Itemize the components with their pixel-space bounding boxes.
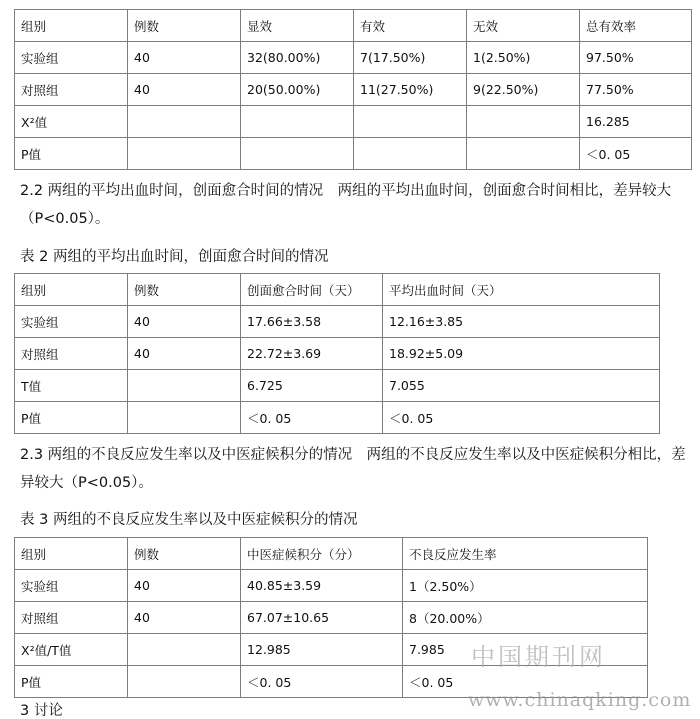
header-cell: 不良反应发生率 (403, 538, 648, 570)
table-cell (241, 106, 354, 138)
table-cell: T值 (15, 370, 128, 402)
table-cell: 22.72±3.69 (241, 338, 383, 370)
paragraph-section-2-2: 2.2 两组的平均出血时间，创面愈合时间的情况 两组的平均出血时间，创面愈合时间相比，差异较大（P<0.05）。 (20, 183, 672, 227)
table-cell: P值 (15, 402, 128, 434)
table-header-row (15, 538, 648, 570)
table-cell: 对照组 (15, 602, 128, 634)
table-cell: ＜0. 05 (580, 138, 692, 170)
table-adverse-reactions (14, 537, 648, 698)
table-cell: 实验组 (15, 306, 128, 338)
table-cell (128, 402, 241, 434)
table-cell: 12.16±3.85 (383, 306, 660, 338)
table-cell: 40 (128, 42, 241, 74)
table-cell (354, 138, 467, 170)
table-cell: 1（2.50%） (403, 570, 648, 602)
table-cell: X²值/T值 (15, 634, 128, 666)
table-cell: 8（20.00%） (403, 602, 648, 634)
table-cell (128, 106, 241, 138)
paragraph-section-2-3: 2.3 两组的不良反应发生率以及中医症候积分的情况 两组的不良反应发生率以及中医症候积分相比，差异较大（P<0.05）。 (20, 447, 686, 491)
header-cell: 中医症候积分（分） (241, 538, 403, 570)
table-cell: ＜0. 05 (403, 666, 648, 698)
table-row (15, 570, 648, 602)
table-cell: 9(22.50%) (467, 74, 580, 106)
table-cell: ＜0. 05 (241, 402, 383, 434)
table-cell: 18.92±5.09 (383, 338, 660, 370)
table-row (15, 370, 660, 402)
table-cell: 97.50% (580, 42, 692, 74)
table-row (15, 74, 692, 106)
table-row (15, 306, 660, 338)
table-cell: X²值 (15, 106, 128, 138)
table-efficacy (14, 9, 692, 170)
table-cell (128, 370, 241, 402)
header-cell: 平均出血时间（天） (383, 274, 660, 306)
header-cell: 组别 (15, 274, 128, 306)
table-cell: 1(2.50%) (467, 42, 580, 74)
table-cell: 40 (128, 338, 241, 370)
cutoff-heading-fragment: 3 讨论 (20, 703, 63, 719)
table-row (15, 338, 660, 370)
table-cell (467, 138, 580, 170)
table-cell: 40 (128, 570, 241, 602)
table-cell: 7.055 (383, 370, 660, 402)
table-cell: 对照组 (15, 74, 128, 106)
table-cell (128, 666, 241, 698)
table-row (15, 402, 660, 434)
table-cell: 7.985 (403, 634, 648, 666)
table-row (15, 42, 692, 74)
table-cell: 40 (128, 306, 241, 338)
table-row (15, 138, 692, 170)
header-cell: 组别 (15, 538, 128, 570)
table-cell: ＜0. 05 (383, 402, 660, 434)
table-cell (354, 106, 467, 138)
table-cell (467, 106, 580, 138)
table-cell (128, 634, 241, 666)
table-header-row (15, 10, 692, 42)
table-cell: P值 (15, 138, 128, 170)
table-cell: 11(27.50%) (354, 74, 467, 106)
header-cell: 例数 (128, 274, 241, 306)
table-header-row (15, 274, 660, 306)
header-cell: 总有效率 (580, 10, 692, 42)
table-cell: 6.725 (241, 370, 383, 402)
table-cell (128, 138, 241, 170)
table-cell (241, 138, 354, 170)
table-cell: 12.985 (241, 634, 403, 666)
table-caption-3: 表 3 两组的不良反应发生率以及中医症候积分的情况 (20, 512, 358, 528)
header-cell: 有效 (354, 10, 467, 42)
table-cell: 32(80.00%) (241, 42, 354, 74)
header-cell: 例数 (128, 10, 241, 42)
table-cell: 40.85±3.59 (241, 570, 403, 602)
table-caption-2: 表 2 两组的平均出血时间，创面愈合时间的情况 (20, 249, 329, 265)
header-cell: 例数 (128, 538, 241, 570)
watermark-url: www.chinaqking.com (468, 689, 692, 711)
table-cell: P值 (15, 666, 128, 698)
table-cell: 40 (128, 74, 241, 106)
table-cell: 20(50.00%) (241, 74, 354, 106)
table-cell: 实验组 (15, 42, 128, 74)
header-cell: 无效 (467, 10, 580, 42)
table-cell: 77.50% (580, 74, 692, 106)
table-cell: 17.66±3.58 (241, 306, 383, 338)
table-bleeding-healing (14, 273, 660, 434)
table-cell: 40 (128, 602, 241, 634)
table-row (15, 602, 648, 634)
header-cell: 创面愈合时间（天） (241, 274, 383, 306)
table-cell: 67.07±10.65 (241, 602, 403, 634)
table-row (15, 106, 692, 138)
table-cell: 16.285 (580, 106, 692, 138)
table-cell: ＜0. 05 (241, 666, 403, 698)
table-cell: 实验组 (15, 570, 128, 602)
table-cell: 7(17.50%) (354, 42, 467, 74)
header-cell: 显效 (241, 10, 354, 42)
header-cell: 组别 (15, 10, 128, 42)
table-cell: 对照组 (15, 338, 128, 370)
watermark-site-name: 中国期刊网 (471, 643, 606, 671)
